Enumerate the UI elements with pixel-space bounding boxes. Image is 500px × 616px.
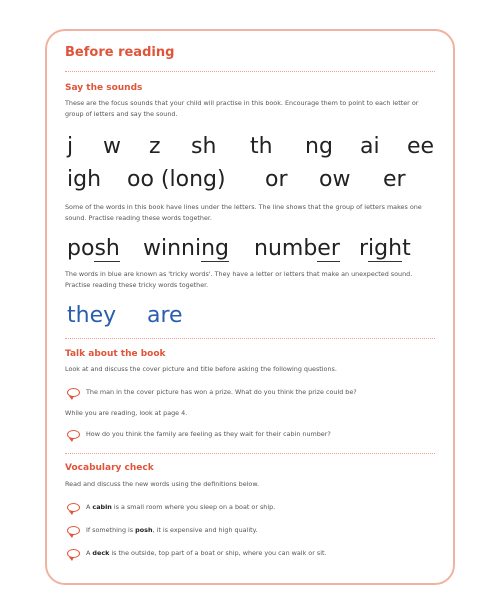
speech-bubble-icon	[67, 549, 80, 558]
divider	[65, 338, 435, 339]
sound: ng	[305, 134, 333, 159]
word-underlined-sound: sh	[94, 236, 120, 261]
word-part: winni	[143, 236, 202, 261]
sound: ow	[319, 167, 351, 192]
divider	[65, 453, 435, 454]
word-part: numb	[254, 236, 318, 261]
definition-text: is the outside, top part of a boat or ship, where you can walk or sit.	[109, 549, 327, 557]
sound: er	[383, 167, 406, 192]
sound: or	[265, 167, 288, 192]
definition-text: , it is expensive and high quality.	[152, 526, 258, 534]
vocab-definition	[86, 502, 275, 512]
tricky-word: are	[147, 303, 183, 328]
speech-bubble-icon	[67, 503, 80, 512]
word-underlined-sound: igh	[368, 236, 403, 261]
vocab-word: deck	[92, 549, 110, 557]
vocab-item	[65, 548, 435, 562]
speech-bubble-icon	[67, 430, 80, 439]
vocab-intro: Read and discuss the new words using the definitions below.	[65, 480, 259, 488]
talk-reading-note: While you are reading, look at page 4.	[65, 409, 188, 417]
sound: ai	[360, 134, 380, 159]
question-2	[65, 429, 435, 443]
definition-text: is a small room where you sleep on a boat or ship.	[111, 503, 276, 511]
vocab-definition	[86, 548, 327, 558]
practice-word	[143, 236, 229, 261]
divider	[65, 71, 435, 72]
sound: j	[67, 134, 74, 159]
focus-sounds-row-2	[67, 167, 435, 195]
word-part: po	[67, 236, 95, 261]
sound: th	[250, 134, 273, 159]
before-reading-card	[45, 29, 455, 585]
sound: oo (long)	[127, 167, 226, 192]
word-part: t	[402, 236, 411, 261]
definition-text: A	[86, 549, 93, 557]
vocab-item	[65, 525, 435, 539]
talk-intro: Look at and discuss the cover picture and title before asking the following questions.	[65, 365, 337, 373]
practice-word	[359, 236, 411, 261]
question-text: The man in the cover picture has won a prize. What do you think the prize could be?	[86, 388, 357, 396]
talk-heading: Talk about the book	[65, 349, 166, 359]
definition-text: A	[86, 503, 93, 511]
sound: igh	[67, 167, 102, 192]
underline-explanation: Some of the words in this book have lines under the letters. The line shows that the group of letters makes one sound. Practise reading these words together.	[65, 203, 422, 222]
sound: z	[149, 134, 161, 159]
word-underlined-sound: er	[317, 236, 340, 261]
page-title: Before reading	[65, 45, 175, 60]
vocab-heading: Vocabulary check	[65, 463, 154, 473]
definition-text: If something is	[86, 526, 136, 534]
tricky-words-explanation: The words in blue are known as 'tricky words'. They have a letter or letters that make an unexpected sound. Practise reading these tricky words together.	[65, 270, 413, 289]
focus-sounds-row-1	[67, 134, 435, 162]
sound: ee	[407, 134, 435, 159]
word-underlined-sound: ng	[201, 236, 230, 261]
vocab-word: posh	[135, 526, 153, 534]
speech-bubble-icon	[67, 526, 80, 535]
practice-word	[67, 236, 120, 261]
speech-bubble-icon	[67, 388, 80, 397]
say-sounds-intro: These are the focus sounds that your child will practise in this book. Encourage them to point to each letter or group of letters and say the sound.	[65, 99, 419, 118]
say-sounds-heading: Say the sounds	[65, 83, 143, 93]
vocab-item	[65, 502, 435, 516]
vocab-word: cabin	[92, 503, 112, 511]
sound: sh	[191, 134, 217, 159]
tricky-word: they	[67, 303, 117, 328]
vocab-definition	[86, 525, 258, 535]
word-part: r	[359, 236, 369, 261]
sound: w	[103, 134, 121, 159]
question-1	[65, 387, 435, 401]
question-text: How do you think the family are feeling as they wait for their cabin number?	[86, 430, 331, 438]
practice-word	[254, 236, 340, 261]
